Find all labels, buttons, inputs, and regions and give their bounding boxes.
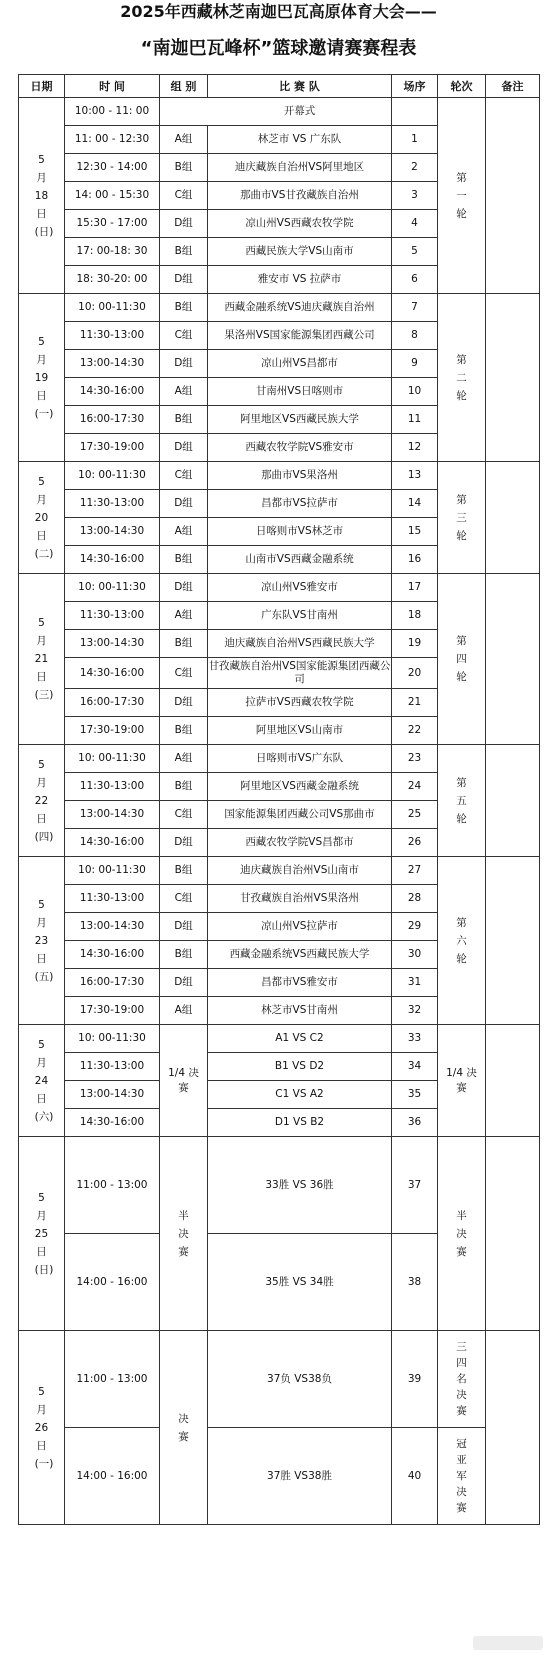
teams-cell: A1 VS C2 [208, 1025, 392, 1053]
match-no-cell: 30 [392, 941, 438, 969]
match-no-cell: 13 [392, 462, 438, 490]
table-row [19, 745, 540, 773]
round-text: 第 五 轮 [456, 776, 467, 825]
time-cell: 14:00 - 16:00 [65, 1234, 160, 1331]
group-cell: B组 [160, 406, 208, 434]
time-cell: 17: 00-18: 30 [65, 238, 160, 266]
time-cell: 14:30-16:00 [65, 378, 160, 406]
group-cell: A组 [160, 602, 208, 630]
time-cell: 10: 00-11:30 [65, 574, 160, 602]
match-no-cell: 7 [392, 294, 438, 322]
table-row [19, 574, 540, 602]
time-cell: 17:30-19:00 [65, 434, 160, 462]
teams-cell: 山南市VS西藏金融系统 [208, 546, 392, 574]
match-no-cell: 36 [392, 1109, 438, 1137]
group-text: 1/4 决赛 [168, 1066, 199, 1094]
match-no-cell: 24 [392, 773, 438, 801]
date-text: 5 月 24 日 (六) [34, 1038, 54, 1123]
note-cell [486, 574, 540, 745]
time-cell: 14:00 - 16:00 [65, 1428, 160, 1525]
date-cell [19, 1025, 65, 1137]
time-cell: 13:00-14:30 [65, 630, 160, 658]
match-no-cell: 32 [392, 997, 438, 1025]
round-cell [438, 1428, 486, 1525]
match-no-cell: 38 [392, 1234, 438, 1331]
time-cell: 10: 00-11:30 [65, 745, 160, 773]
note-cell [486, 462, 540, 574]
time-cell: 14:30-16:00 [65, 829, 160, 857]
time-cell: 10: 00-11:30 [65, 294, 160, 322]
header-no: 场序 [392, 75, 438, 98]
match-no-cell: 26 [392, 829, 438, 857]
note-cell [486, 294, 540, 462]
time-cell: 17:30-19:00 [65, 717, 160, 745]
date-cell [19, 1137, 65, 1331]
time-cell: 16:00-17:30 [65, 689, 160, 717]
date-cell [19, 1331, 65, 1525]
teams-cell: 凉山州VS雅安市 [208, 574, 392, 602]
group-cell: A组 [160, 378, 208, 406]
group-cell: A组 [160, 997, 208, 1025]
note-cell [486, 745, 540, 857]
teams-cell: 甘孜藏族自治州VS果洛州 [208, 885, 392, 913]
match-no-cell: 27 [392, 857, 438, 885]
round-text: 第 二 轮 [456, 353, 467, 402]
group-cell [160, 98, 208, 126]
group-cell: D组 [160, 490, 208, 518]
match-no-cell: 23 [392, 745, 438, 773]
teams-cell: 那曲市VS果洛州 [208, 462, 392, 490]
time-cell: 16:00-17:30 [65, 969, 160, 997]
group-cell: C组 [160, 658, 208, 689]
match-no-cell: 29 [392, 913, 438, 941]
table-row [19, 294, 540, 322]
date-cell [19, 98, 65, 294]
round-cell [438, 294, 486, 462]
time-cell: 18: 30-20: 00 [65, 266, 160, 294]
time-cell: 14: 00 - 15:30 [65, 182, 160, 210]
date-cell [19, 745, 65, 857]
header-time: 时 间 [65, 75, 160, 98]
teams-cell: 拉萨市VS西藏农牧学院 [208, 689, 392, 717]
round-cell [438, 1331, 486, 1428]
teams-cell: 果洛州VS国家能源集团西藏公司 [208, 322, 392, 350]
time-cell: 15:30 - 17:00 [65, 210, 160, 238]
group-cell [160, 1025, 208, 1137]
page-subtitle: “南迦巴瓦峰杯”篮球邀请赛赛程表 [140, 38, 417, 59]
schedule-table [18, 74, 540, 1525]
group-cell: A组 [160, 518, 208, 546]
round-text: 三 四 名 决 赛 [456, 1341, 467, 1417]
match-no-cell: 1 [392, 126, 438, 154]
teams-cell: 甘孜藏族自治州VS国家能源集团西藏公司 [208, 658, 392, 689]
teams-cell: 阿里地区VS山南市 [208, 717, 392, 745]
group-cell: D组 [160, 434, 208, 462]
header-row [19, 75, 540, 98]
round-text: 第 四 轮 [456, 635, 467, 683]
teams-cell: 37胜 VS38胜 [208, 1428, 392, 1525]
match-no-cell: 22 [392, 717, 438, 745]
time-cell: 11:30-13:00 [65, 773, 160, 801]
group-cell: D组 [160, 689, 208, 717]
round-cell [438, 574, 486, 745]
time-cell: 10:00 - 11: 00 [65, 98, 160, 126]
group-cell: C组 [160, 462, 208, 490]
time-cell: 10: 00-11:30 [65, 462, 160, 490]
group-cell: D组 [160, 913, 208, 941]
group-text: 决 赛 [178, 1412, 189, 1443]
time-cell: 13:00-14:30 [65, 1081, 160, 1109]
match-no-cell: 34 [392, 1053, 438, 1081]
date-cell [19, 857, 65, 1025]
time-cell: 11: 00 - 12:30 [65, 126, 160, 154]
match-no-cell: 6 [392, 266, 438, 294]
teams-cell: 凉山州VS昌都市 [208, 350, 392, 378]
match-no-cell [392, 98, 438, 126]
date-text: 5 月 22 日 (四) [34, 758, 54, 843]
date-text: 5 月 25 日 (日) [34, 1191, 54, 1276]
teams-cell: 阿里地区VS西藏金融系统 [208, 773, 392, 801]
teams-cell: C1 VS A2 [208, 1081, 392, 1109]
group-cell [160, 1331, 208, 1525]
match-no-cell: 19 [392, 630, 438, 658]
round-cell [438, 745, 486, 857]
time-cell: 11:30-13:00 [65, 322, 160, 350]
teams-cell: 迪庆藏族自治州VS西藏民族大学 [208, 630, 392, 658]
match-no-cell: 33 [392, 1025, 438, 1053]
match-no-cell: 8 [392, 322, 438, 350]
group-cell: B组 [160, 154, 208, 182]
match-no-cell: 5 [392, 238, 438, 266]
group-cell [160, 1137, 208, 1331]
match-no-cell: 4 [392, 210, 438, 238]
teams-cell: 迪庆藏族自治州VS阿里地区 [208, 154, 392, 182]
teams-cell: 凉山州VS西藏农牧学院 [208, 210, 392, 238]
match-no-cell: 20 [392, 658, 438, 689]
teams-cell: 日喀则市VS林芝市 [208, 518, 392, 546]
group-cell: B组 [160, 294, 208, 322]
time-cell: 14:30-16:00 [65, 1109, 160, 1137]
note-cell [486, 98, 540, 294]
teams-cell: 林芝市 VS 广东队 [208, 126, 392, 154]
group-text: 半 决 赛 [178, 1209, 189, 1258]
teams-cell: 林芝市VS甘南州 [208, 997, 392, 1025]
date-text: 5 月 26 日 (一) [34, 1385, 54, 1470]
teams-cell: 凉山州VS拉萨市 [208, 913, 392, 941]
time-cell: 11:30-13:00 [65, 490, 160, 518]
time-cell: 14:30-16:00 [65, 658, 160, 689]
match-no-cell: 14 [392, 490, 438, 518]
teams-cell: D1 VS B2 [208, 1109, 392, 1137]
date-cell [19, 294, 65, 462]
time-cell: 11:00 - 13:00 [65, 1137, 160, 1234]
note-cell [486, 857, 540, 1025]
teams-cell: 日喀则市VS广东队 [208, 745, 392, 773]
group-cell: B组 [160, 857, 208, 885]
match-no-cell: 35 [392, 1081, 438, 1109]
time-cell: 16:00-17:30 [65, 406, 160, 434]
date-cell [19, 574, 65, 745]
group-cell: D组 [160, 210, 208, 238]
group-cell: D组 [160, 574, 208, 602]
match-no-cell: 16 [392, 546, 438, 574]
date-text: 5 月 19 日 (一) [34, 335, 54, 420]
round-cell [438, 1025, 486, 1137]
group-cell: C组 [160, 182, 208, 210]
round-text: 第 六 轮 [456, 916, 467, 965]
group-cell: B组 [160, 238, 208, 266]
round-text: 冠 亚 军 决 赛 [456, 1438, 467, 1514]
teams-cell: 雅安市 VS 拉萨市 [208, 266, 392, 294]
group-cell: B组 [160, 546, 208, 574]
match-no-cell: 37 [392, 1137, 438, 1234]
date-text: 5 月 20 日 (二) [34, 475, 54, 560]
teams-cell: 广东队VS甘南州 [208, 602, 392, 630]
time-cell: 13:00-14:30 [65, 350, 160, 378]
round-text: 半 决 赛 [456, 1209, 467, 1258]
page-title: 2025年西藏林芝南迦巴瓦高原体育大会—— [120, 2, 437, 21]
teams-cell: 西藏金融系统VS西藏民族大学 [208, 941, 392, 969]
time-cell: 13:00-14:30 [65, 518, 160, 546]
group-cell: B组 [160, 941, 208, 969]
group-cell: C组 [160, 885, 208, 913]
match-no-cell: 31 [392, 969, 438, 997]
time-cell: 17:30-19:00 [65, 997, 160, 1025]
table-row [19, 1025, 540, 1053]
time-cell: 13:00-14:30 [65, 913, 160, 941]
date-text: 5 月 18 日 (日) [34, 153, 54, 238]
header-note: 备注 [486, 75, 540, 98]
table-row [19, 1137, 540, 1234]
group-cell: C组 [160, 322, 208, 350]
teams-cell: 昌都市VS拉萨市 [208, 490, 392, 518]
match-no-cell: 40 [392, 1428, 438, 1525]
group-cell: A组 [160, 126, 208, 154]
match-no-cell: 15 [392, 518, 438, 546]
match-no-cell: 17 [392, 574, 438, 602]
round-text: 第 三 轮 [456, 493, 467, 542]
teams-cell: 昌都市VS雅安市 [208, 969, 392, 997]
teams-cell: 国家能源集团西藏公司VS那曲市 [208, 801, 392, 829]
match-no-cell: 28 [392, 885, 438, 913]
header-round: 轮次 [438, 75, 486, 98]
match-no-cell: 25 [392, 801, 438, 829]
header-date: 日期 [19, 75, 65, 98]
teams-cell: 那曲市VS甘孜藏族自治州 [208, 182, 392, 210]
time-cell: 11:30-13:00 [65, 1053, 160, 1081]
header-group: 组 别 [160, 75, 208, 98]
table-row [19, 98, 540, 126]
watermark [473, 1636, 543, 1650]
round-cell [438, 462, 486, 574]
time-cell: 11:00 - 13:00 [65, 1331, 160, 1428]
time-cell: 10: 00-11:30 [65, 1025, 160, 1053]
group-cell: D组 [160, 350, 208, 378]
round-cell [438, 1137, 486, 1331]
note-cell [486, 1025, 540, 1137]
time-cell: 14:30-16:00 [65, 941, 160, 969]
match-no-cell: 21 [392, 689, 438, 717]
teams-cell: 37负 VS38负 [208, 1331, 392, 1428]
table-row [19, 857, 540, 885]
table-row [19, 1428, 540, 1525]
group-cell: B组 [160, 717, 208, 745]
match-no-cell: 10 [392, 378, 438, 406]
teams-cell: 西藏民族大学VS山南市 [208, 238, 392, 266]
teams-cell: 开幕式 [208, 98, 392, 126]
match-no-cell: 9 [392, 350, 438, 378]
header-teams: 比 赛 队 [208, 75, 392, 98]
date-text: 5 月 21 日 (三) [34, 617, 54, 701]
time-cell: 11:30-13:00 [65, 602, 160, 630]
time-cell: 13:00-14:30 [65, 801, 160, 829]
date-text: 5 月 23 日 (五) [34, 898, 54, 983]
teams-cell: 阿里地区VS西藏民族大学 [208, 406, 392, 434]
note-cell [486, 1331, 540, 1525]
group-cell: B组 [160, 773, 208, 801]
time-cell: 10: 00-11:30 [65, 857, 160, 885]
group-cell: D组 [160, 266, 208, 294]
match-no-cell: 3 [392, 182, 438, 210]
teams-cell: 迪庆藏族自治州VS山南市 [208, 857, 392, 885]
group-cell: D组 [160, 829, 208, 857]
teams-cell: 33胜 VS 36胜 [208, 1137, 392, 1234]
round-cell [438, 98, 486, 294]
match-no-cell: 12 [392, 434, 438, 462]
table-row [19, 1331, 540, 1428]
time-cell: 12:30 - 14:00 [65, 154, 160, 182]
time-cell: 14:30-16:00 [65, 546, 160, 574]
time-cell: 11:30-13:00 [65, 885, 160, 913]
teams-cell: B1 VS D2 [208, 1053, 392, 1081]
note-cell [486, 1137, 540, 1331]
group-cell: B组 [160, 630, 208, 658]
table-row [19, 462, 540, 490]
round-text: 1/4 决赛 [446, 1066, 477, 1094]
match-no-cell: 2 [392, 154, 438, 182]
teams-cell: 西藏金融系统VS迪庆藏族自治州 [208, 294, 392, 322]
teams-cell: 西藏农牧学院VS雅安市 [208, 434, 392, 462]
match-no-cell: 11 [392, 406, 438, 434]
teams-cell: 35胜 VS 34胜 [208, 1234, 392, 1331]
teams-cell: 西藏农牧学院VS昌都市 [208, 829, 392, 857]
group-cell: A组 [160, 745, 208, 773]
group-cell: D组 [160, 969, 208, 997]
group-cell: C组 [160, 801, 208, 829]
match-no-cell: 18 [392, 602, 438, 630]
round-text: 第 一 轮 [456, 171, 467, 220]
match-no-cell: 39 [392, 1331, 438, 1428]
round-cell [438, 857, 486, 1025]
date-cell [19, 462, 65, 574]
teams-cell: 甘南州VS日喀则市 [208, 378, 392, 406]
